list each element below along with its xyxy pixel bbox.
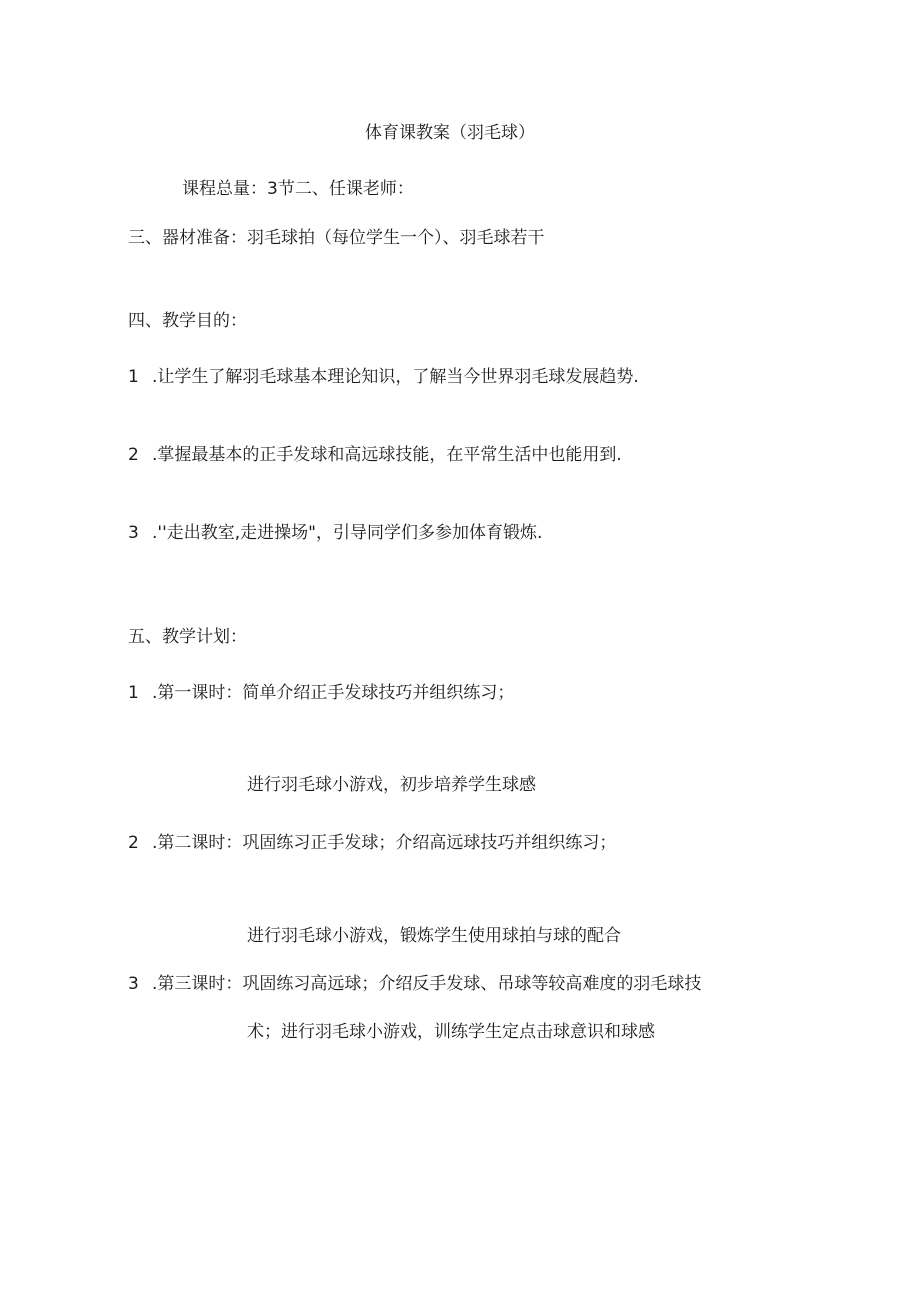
- objective-text: .让学生了解羽毛球基本理论知识，了解当今世界羽毛球发展趋势.: [152, 367, 639, 387]
- objective-text: .''走出教室,走进操场"，引导同学们多参加体育锻炼.: [152, 523, 543, 543]
- objective-number: 2: [128, 445, 139, 465]
- plan-item: [128, 682, 514, 704]
- plan-continuation: 进行羽毛球小游戏，初步培养学生球感: [247, 775, 536, 795]
- objective-item: [128, 444, 622, 466]
- objective-number: 3: [128, 523, 139, 543]
- plan-number: 2: [128, 833, 139, 853]
- objective-item: [128, 522, 542, 544]
- plan-continuation: 术；进行羽毛球小游戏，训练学生定点击球意识和球感: [247, 1022, 655, 1042]
- document-title: 体育课教案（羽毛球）: [365, 123, 535, 143]
- plan-text: .第三课时：巩固练习高远球；介绍反手发球、吊球等较高难度的羽毛球技: [152, 974, 702, 994]
- objective-text: .掌握最基本的正手发球和高远球技能，在平常生活中也能用到.: [152, 445, 622, 465]
- plan-text: .第一课时：简单介绍正手发球技巧并组织练习；: [152, 683, 515, 703]
- course-info: 课程总量：3节二、任课老师：: [182, 179, 414, 199]
- plan-number: 3: [128, 974, 139, 994]
- plan-heading: 五、教学计划：: [128, 627, 247, 647]
- plan-item: [128, 973, 701, 995]
- plan-text: .第二课时：巩固练习正手发球；介绍高远球技巧并组织练习；: [152, 833, 617, 853]
- plan-number: 1: [128, 683, 139, 703]
- equipment-line: 三、器材准备：羽毛球拍（每位学生一个）、羽毛球若干: [128, 228, 545, 248]
- plan-item: [128, 832, 616, 854]
- objective-number: 1: [128, 367, 139, 387]
- objectives-heading: 四、教学目的：: [128, 311, 247, 331]
- objective-item: [128, 366, 639, 388]
- plan-continuation: 进行羽毛球小游戏，锻炼学生使用球拍与球的配合: [247, 926, 621, 946]
